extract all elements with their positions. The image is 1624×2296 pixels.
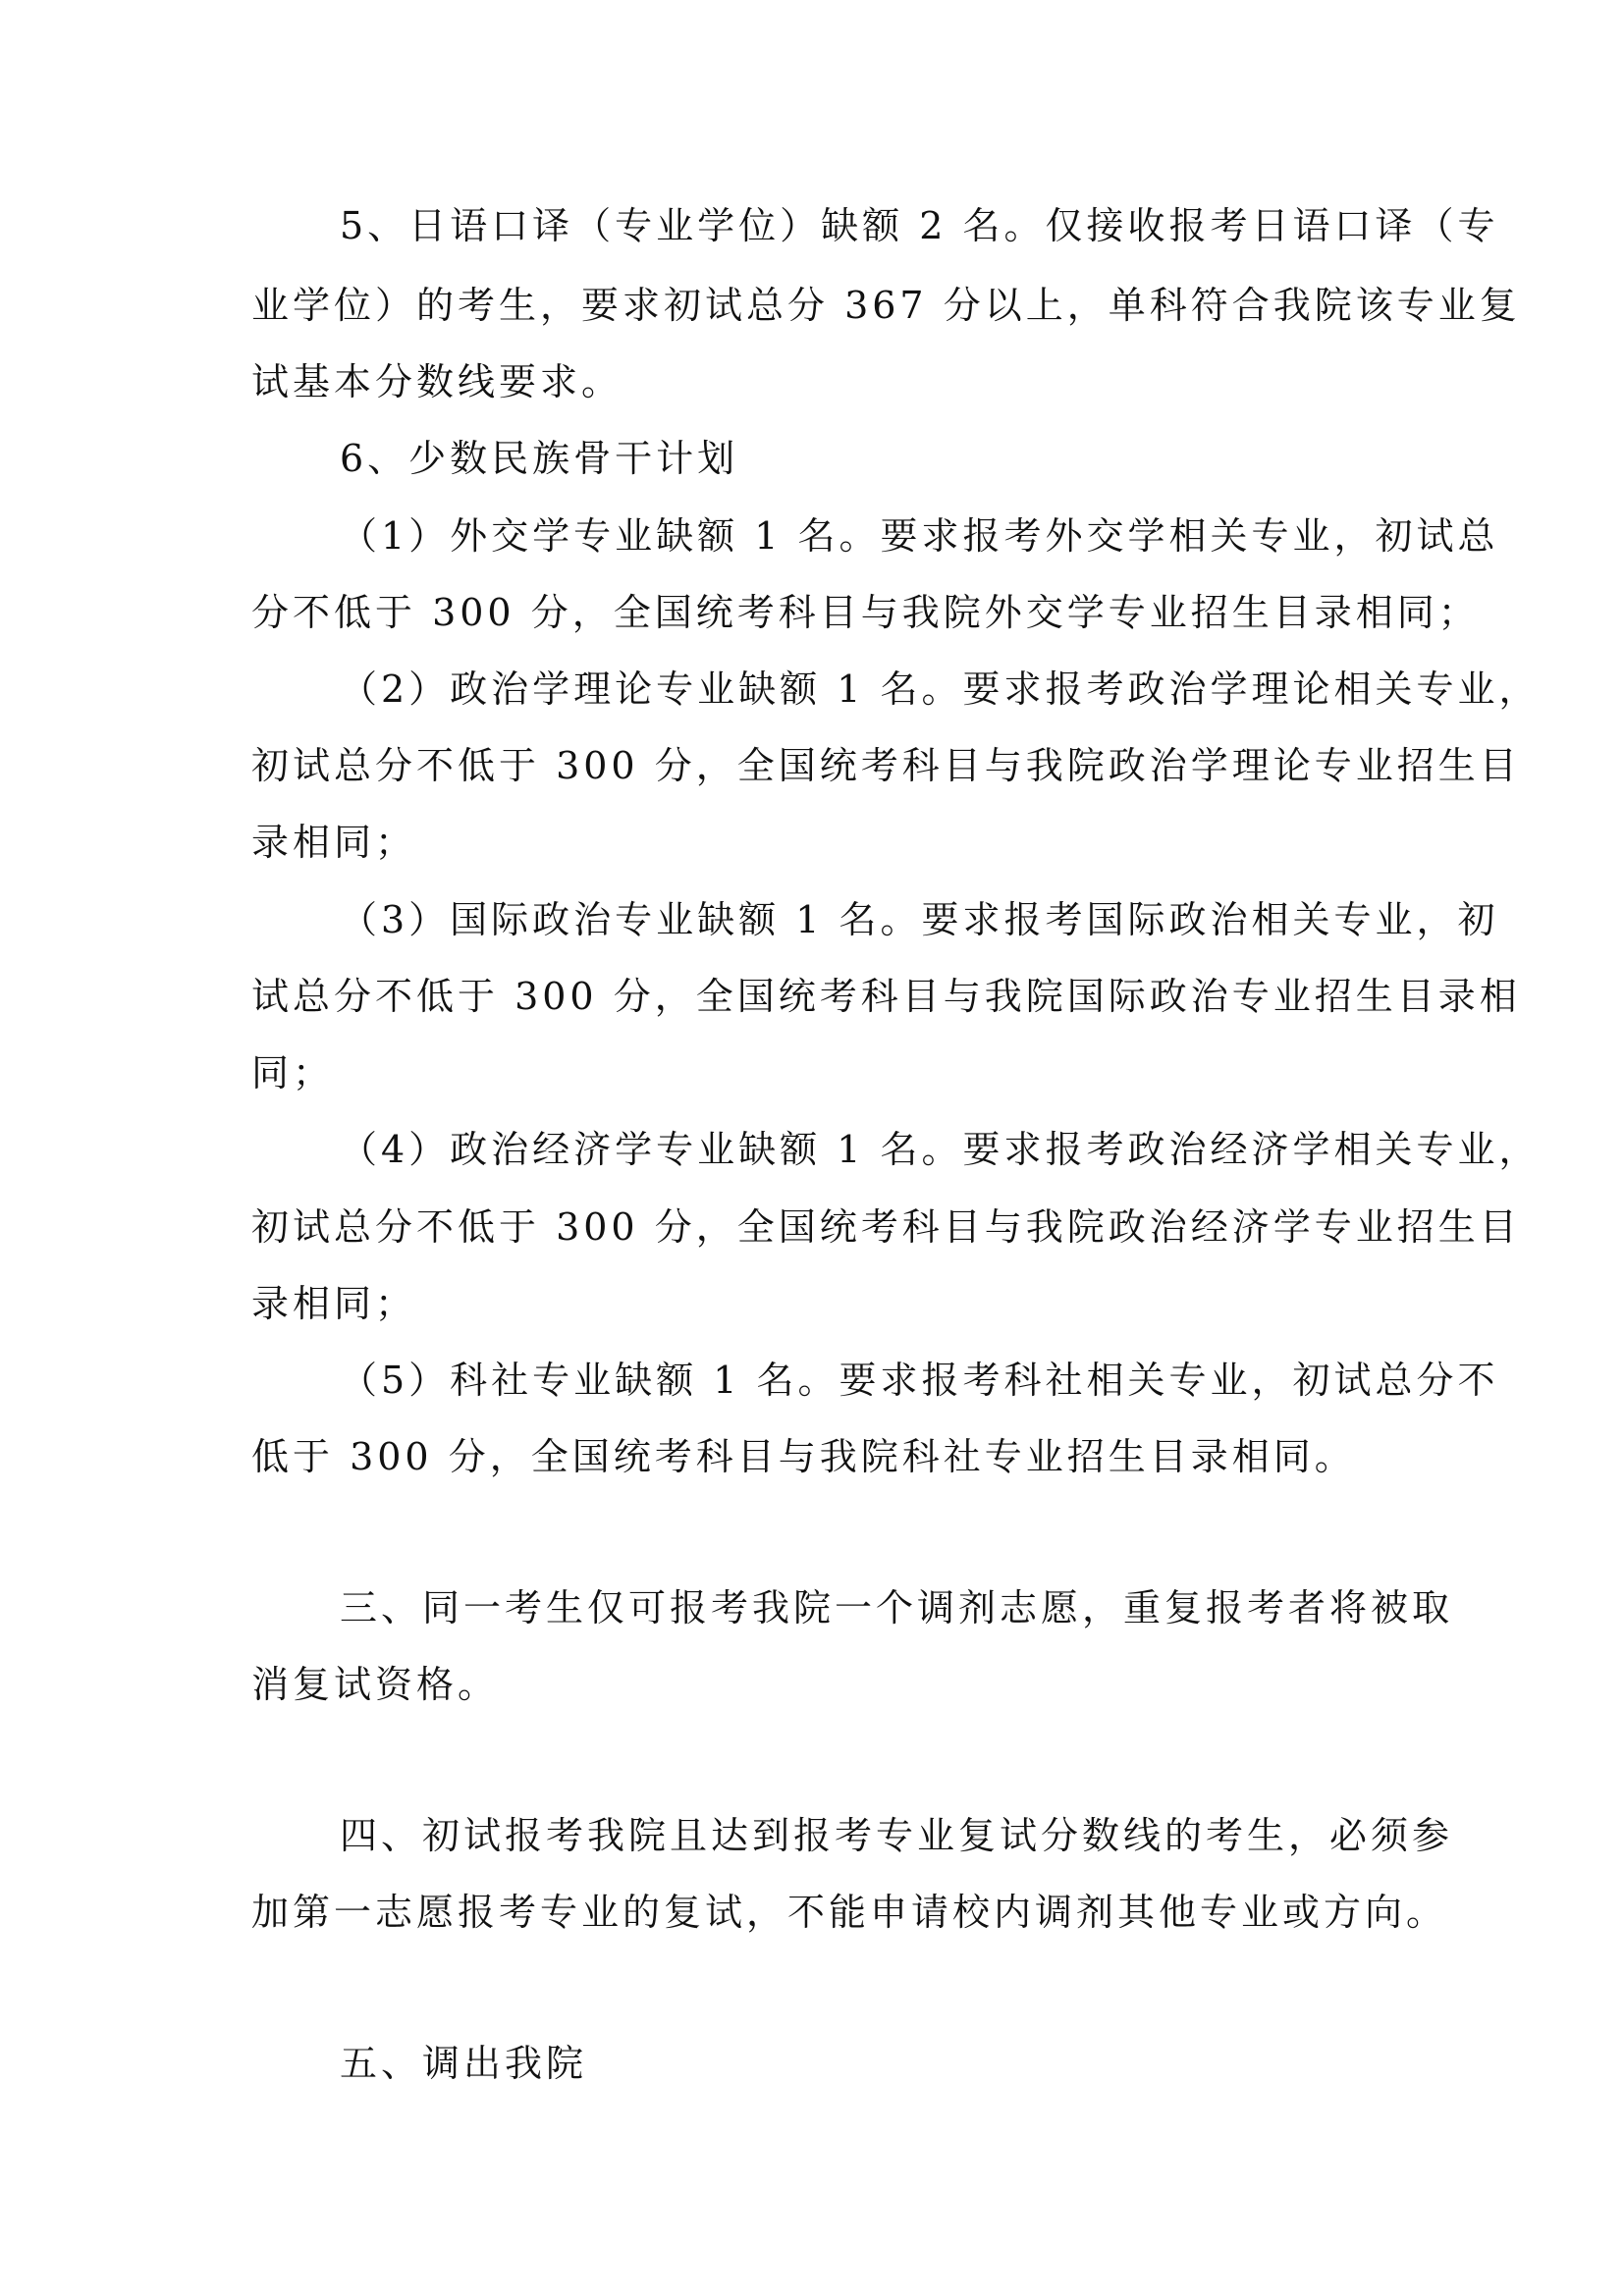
section-heading: 五、调出我院 <box>340 2042 588 2085</box>
paragraph-line: 业学位）的考生，要求初试总分 367 分以上，单科符合我院该专业复 <box>251 284 1521 327</box>
paragraph-line: （4）政治经济学专业缺额 1 名。要求报考政治经济学相关专业， <box>340 1128 1541 1171</box>
paragraph-line: 6、少数民族骨干计划 <box>340 437 739 480</box>
paragraph-line: 低于 300 分，全国统考科目与我院科社专业招生目录相同。 <box>251 1435 1356 1478</box>
paragraph-line: 分不低于 300 分，全国统考科目与我院外交学专业招生目录相同； <box>251 591 1480 634</box>
paragraph-line: 消复试资格。 <box>251 1663 500 1706</box>
paragraph-line: 三、同一考生仅可报考我院一个调剂志愿，重复报考者将被取 <box>340 1586 1454 1629</box>
paragraph-line: 初试总分不低于 300 分，全国统考科目与我院政治经济学专业招生目 <box>251 1205 1521 1249</box>
paragraph-line: 加第一志愿报考专业的复试，不能申请校内调剂其他专业或方向。 <box>251 1891 1448 1934</box>
paragraph-line: 录相同； <box>251 821 417 864</box>
paragraph-line: 初试总分不低于 300 分，全国统考科目与我院政治学理论专业招生目 <box>251 744 1521 787</box>
paragraph-line: 同； <box>251 1051 335 1095</box>
paragraph-line: 5、日语口译（专业学位）缺额 2 名。仅接收报考日语口译（专 <box>340 204 1499 247</box>
paragraph-line: （5）科社专业缺额 1 名。要求报考科社相关专业，初试总分不 <box>340 1359 1499 1402</box>
paragraph-line: 四、初试报考我院且达到报考专业复试分数线的考生，必须参 <box>340 1814 1454 1857</box>
paragraph-line: （1）外交学专业缺额 1 名。要求报考外交学相关专业，初试总 <box>340 514 1499 558</box>
paragraph-line: （2）政治学理论专业缺额 1 名。要求报考政治学理论相关专业， <box>340 667 1541 711</box>
paragraph-line: 试总分不低于 300 分，全国统考科目与我院国际政治专业招生目录相 <box>251 975 1521 1018</box>
paragraph-line: 录相同； <box>251 1282 417 1325</box>
paragraph-line: 试基本分数线要求。 <box>251 360 623 403</box>
paragraph-line: （3）国际政治专业缺额 1 名。要求报考国际政治相关专业，初 <box>340 898 1499 941</box>
